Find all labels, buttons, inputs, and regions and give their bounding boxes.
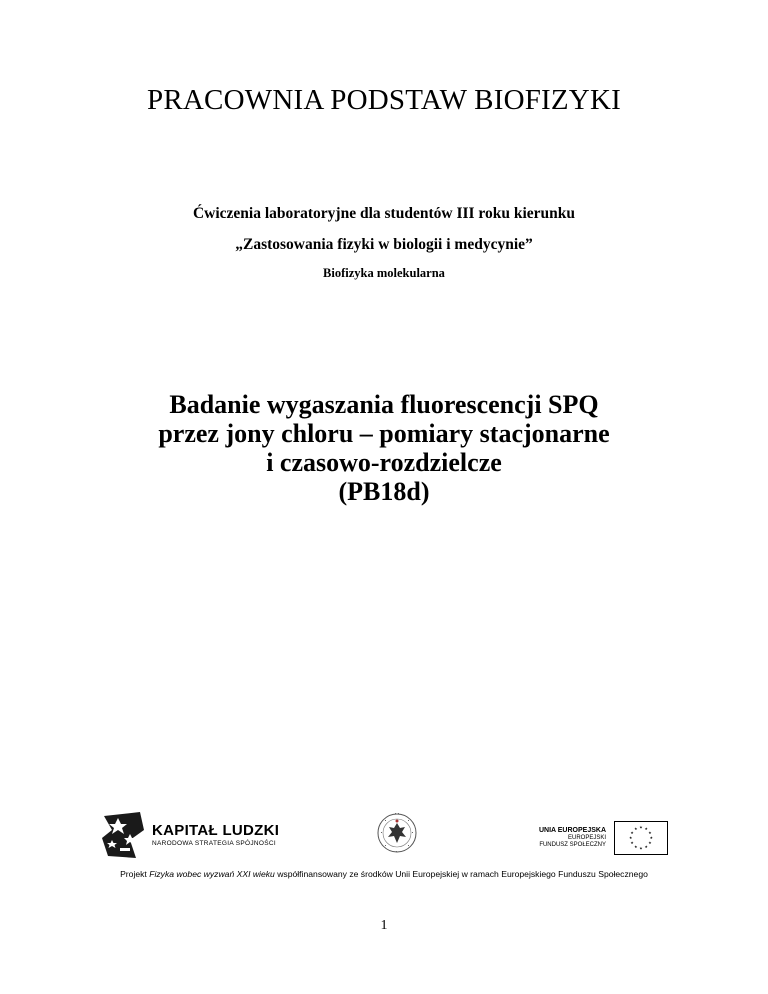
project-suffix: współfinansowany ze środków Unii Europejskiej w ramach Europejskiego Funduszu Społecznego [274,869,648,879]
project-prefix: Projekt [120,869,150,879]
svg-text:★: ★ [634,844,638,849]
eu-name: UNIA EUROPEJSKA [538,827,606,834]
exercise-title-line: Badanie wygaszania fluorescencji SPQ [169,390,599,419]
university-seal-icon [376,810,418,856]
svg-text:★: ★ [630,841,634,846]
svg-text:★: ★ [648,830,652,835]
project-title: Fizyka wobec wyzwań XXI wieku [149,869,275,879]
svg-text:★: ★ [639,846,643,851]
course-info [0,205,768,282]
exercise-title [0,390,768,506]
exercise-title-line: i czasowo-rozdzielcze [266,448,502,477]
svg-text:★: ★ [628,835,633,840]
course-line-3: Biofizyka molekularna [323,266,445,280]
exercise-title-line: (PB18d) [338,477,430,506]
svg-text:★: ★ [630,830,634,835]
eu-fund-line-1: EUROPEJSKI [567,834,606,841]
sponsor-logo-bar [100,810,670,862]
svg-text:★: ★ [639,825,643,830]
lab-title: PRACOWNIA PODSTAW BIOFIZYKI [147,84,621,116]
project-funding-statement [0,869,768,879]
svg-text:★: ★ [649,835,654,840]
kapital-ludzki-text [152,823,279,849]
course-line-1: Ćwiczenia laboratoryjne dla studentów III roku kierunku [192,205,576,222]
eu-fund-line-2: FUNDUSZ SPOŁECZNY [539,842,606,848]
page-number: 1 [380,918,388,933]
svg-text:★: ★ [644,827,648,831]
kapital-ludzki-subtitle: NARODOWA STRATEGIA SPÓJNOŚCI [152,840,276,847]
kapital-ludzki-logo-icon [100,810,148,860]
kapital-ludzki-name: KAPITAŁ LUDZKI [152,822,280,839]
svg-text:★: ★ [644,844,648,849]
eu-fund-text [518,827,606,850]
svg-text:★: ★ [648,841,652,846]
exercise-title-line: przez jony chloru – pomiary stacjonarne [158,419,610,448]
eu-flag-icon [614,821,668,855]
svg-text:★: ★ [634,827,638,831]
course-line-2: „Zastosowania fizyki w biologii i medycynie” [235,236,533,253]
